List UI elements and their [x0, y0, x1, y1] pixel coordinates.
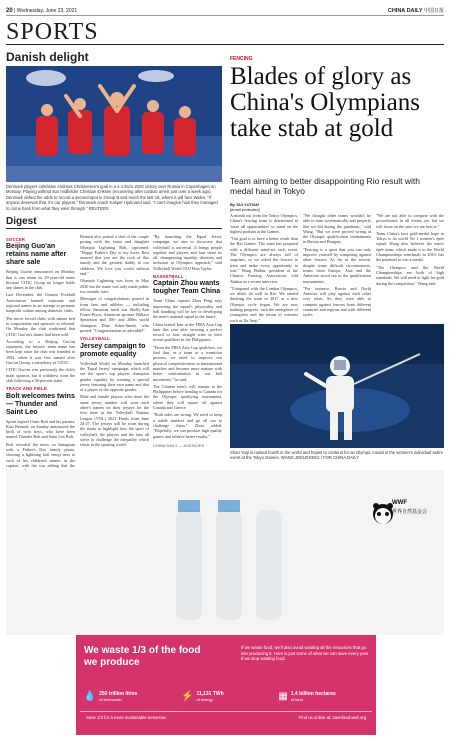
- main-photo-caption: Denmark players celebrate Andreas Christensen's goal in a 4-1 Euro 2020 victory over Russia in Copenhagen on Monday. Playing without star midfielder Christian Eriksen (recovering after cardiac arrest just over a week ago), Denmark defied the odds to record a second-spot in Group B and reach the last 16, where it will face Wales. "If anyone deserves that, it's our players," Denmark coach Kasper Hjulmand said. "I can't imagine how they managed to come back from what they went through." REUTERS: [6, 184, 218, 211]
- digest-credit: CHINA DAILY — AGENCIES: [153, 443, 205, 448]
- digest-column-3: [153, 234, 222, 441]
- brand-name-cn: 中国日报: [423, 8, 444, 14]
- issue-date: | Wednesday, June 23, 2021: [14, 7, 78, 14]
- story-paragraph: "The Olympics and the World Championships are both of high standards. We will need to fight for gold during the competition," Wang said.: [376, 264, 444, 286]
- fencing-headline: Blades of glory as China's Olympians take stab at gold: [230, 63, 420, 142]
- stat-number: 250 trillion litres: [99, 690, 138, 697]
- digest-kicker: VOLLEYBALL: [80, 336, 110, 342]
- story-paragraph: "We are not able to compete with the powerhouses in all events yet, but we will focus on the ones we are best at.": [376, 213, 444, 229]
- digest-paragraph: Bennett also posted a shot of the couple posing with the twins and daughter Olympia Lightning Bolt, captioned: "Happy Father's Day to my lover. Rest assured that you are the rock of this family and the greatest daddy to our children. We love you world without end.": [80, 234, 149, 277]
- story-paragraph: Team China's best gold-medal hope in Tokyo is its world No 1 women's épée squad. Wang also believes the men's épée team, which made it to the World Championships semifinals in 2019, has the potential to win a medal.: [376, 230, 444, 263]
- ad-footer: [80, 711, 372, 723]
- wwf-brand: WWF: [392, 500, 407, 506]
- main-story-headline: Danish delight: [6, 50, 89, 64]
- digest-paragraph: Bolt revealed the news on Instagram with a Father's Day family photo, showing a lightning bolt emoji next to each of his children's names in the caption, with the star adding that the: [6, 441, 75, 468]
- story-paragraph: "Our goal is to have a better result than the Rio Games. The team has prepared with a different mind-set each event. The Olympics are always full of surprises, so we asked the fencers to train and make every opportunity to win," Wang Haibin, president of the Chinese Fencing Association, told Xinhua in a recent interview.: [230, 236, 298, 284]
- digest-paragraph: Male and female players who share the same jersey number will wear each other's names on their jerseys for the first time at the Volleyball Nations League (VNL) 2021 Finals from June 24-27. The jerseys will be worn during the finals to highlight how the sport of volleyball, the players and the fans all strive to challenge the inequality which exists in the sporting world.: [80, 394, 149, 448]
- section-title: SPORTS: [6, 19, 99, 45]
- stat-land: [278, 682, 368, 710]
- brand-name: CHINA DAILY: [387, 8, 423, 14]
- digest-paragraph: Sprint legend Usain Bolt and his partner, Kasi Bennett, on Sunday announced the birth of twin boys, who have been named Thunder Bolt and Saint Leo Bolt.: [6, 418, 75, 440]
- fencer-photo-caption: Shao Yaqi is ranked fourth in the world and hopes to contend for an Olympic medal in the women's individual sabre event at the Tokyo Games. WANG JINGZHONG / FOR CHINA DAILY: [230, 450, 443, 461]
- digest-kicker: TRACK AND FIELD: [6, 386, 47, 392]
- digest-paragraph: According to a Beijing Guo'an statement, the historic team name has been kept since the club was founded in 1992, when it was first named after Guo'an Group, a subsidiary of CITIC.: [6, 338, 75, 366]
- digest-paragraph: "By launching the Equal Jersey campaign, we aim to showcase that volleyball is universal. It brings people together and players and fans share its all, championing equality, diversity and inclusion as Olympics approach," said Volleyball World CEO Finn Taylor.: [153, 234, 222, 271]
- fencer-illustration: [230, 324, 444, 448]
- digest-paragraph: China hosted Iran at the FIBA Asia Cup later this year after securing a perfect record of four straight wins in their recent qualifiers in the Philippines.: [153, 321, 222, 343]
- stat-number: 1.4 billion hectares: [290, 690, 336, 697]
- digest-paragraph: The Chinese men's will remain in the Philippines before heading to Canada for the Olympic qualifying tournament, where they will square off against Canada and Greece.: [153, 383, 222, 411]
- digest-paragraph: Beijing Guo'an announced on Monday that it can retain its 29-year-old name because CITIC Group no longer holds any shares in the club.: [6, 269, 75, 291]
- digest-headline: Captain Zhou wants tougher Team China: [153, 280, 221, 296]
- digest-headline: Jersey campaign to promote equality: [80, 342, 146, 358]
- stat-label: of freshwater: [99, 696, 123, 702]
- fencing-kicker: FENCING: [230, 56, 253, 62]
- digest-paragraph: Last December, the Chinese Football Association banned corporate and regional names in an attempt to promote nonprofit culture among domestic clubs.: [6, 292, 75, 314]
- digest-paragraph: CITIC Guo'an was previously the club's main sponsor, but it withdrew from the club following a 36-percent stake.: [6, 367, 75, 383]
- stat-freshwater: [84, 682, 174, 710]
- top-bar: [6, 6, 444, 16]
- digest-kicker: SOCCER: [6, 237, 26, 242]
- fencer-photo: [230, 324, 444, 448]
- story-paragraph: "We thought other teams wouldn't be able to train systematically and properly like we did during the pandemic," said Wang. "But we were proved wrong at the Olympic qualification tournaments in Russia and Hungary.: [303, 213, 371, 245]
- digest-headline: Bolt welcomes twins — Thunder and Saint Leo: [6, 392, 75, 416]
- page-number: 20: [6, 7, 13, 14]
- danish-celebration-photo: [6, 66, 222, 182]
- digest-kicker: BASKETBALL: [153, 274, 184, 280]
- energy-icon: ⚡: [180, 690, 194, 702]
- fencing-column-3: [376, 213, 444, 288]
- digest-paragraph: Team China captain Zhou Peng says improving the squad's physicality and ball handling will be key to developing the men's national squad in the future.: [153, 298, 222, 320]
- story-paragraph: A month out from the Tokyo Olympics, China's fencing team is determined to 'seize all opportunities' to stand on the highest podium at the Games.: [230, 213, 298, 234]
- stat-label: of energy: [196, 696, 214, 702]
- page-meta: [6, 8, 77, 14]
- water-drop-icon: 💧: [83, 690, 97, 702]
- fencing-column-2: [303, 213, 371, 320]
- ad-site-link[interactable]: Find us online at: savefood.wwf.org: [298, 715, 366, 720]
- digest-column-1: [6, 234, 75, 476]
- digest-paragraph: "Both sides are strong. We need to keep a stable mindset and go all out to challenge them," Zhou added. "Hopefully, we can produce high quality games and achieve better results.": [153, 412, 222, 439]
- digest-header: Digest: [6, 216, 222, 229]
- byline: [230, 202, 260, 212]
- digest-paragraph: Volleyball World on Monday launched the 'Equal Jersey' campaign, which will see the sport's top players champion gender equality by wearing a special jersey featuring their own name and that of a player of the opposite gender.: [80, 360, 149, 393]
- stat-energy: [181, 682, 271, 710]
- stat-label: of land: [290, 696, 303, 702]
- digest-paragraph: The move forced clubs with names tied to corporations and sponsors to rebrand. On Monday the club confirmed that CITIC Guo'an's shares had been sold.: [6, 315, 75, 337]
- story-paragraph: "Compared with the London Olympics, we didn't do well in Rio. We started thinking the team in 2017 as a new Olympic cycle began. We are now making progress, with the emergence of youngsters and the return of veterans such as Xu Anqi.": [230, 285, 298, 323]
- byline-name: By SUI YUTIAN: [230, 202, 259, 207]
- digest-paragraph: Messages of congratulations poured in from fans and athletes — including fellow Jamaican track star Shelly-Ann Fraser-Pryce, American sprinter Wallace Spearmon and 100- and 200m world champion Dina Asher-Smith, who posted: "Congratulations so adorable!": [80, 296, 149, 334]
- fencing-standfirst: Team aiming to better disappointing Rio result with medal haul in Tokyo: [230, 176, 420, 196]
- photo-illustration: [6, 66, 222, 182]
- ad-stats: [80, 682, 372, 710]
- digest-paragraph: "From the FIBA Asia Cup qualifiers, we find that, as a team in a transition process, we need to improve our physical competitiveness in international matches and become more mature with better confrontation in our ball movement," he said.: [153, 344, 222, 382]
- bottle-illustration: [6, 470, 444, 635]
- land-icon: ▦: [278, 690, 288, 702]
- masthead: [388, 7, 444, 14]
- digest-column-2: [80, 234, 149, 449]
- story-paragraph: "For instance, Russia and North America still play against each other very often. So they were able to compete against fencers from different countries and regions and with different styles.: [303, 285, 371, 318]
- digest-paragraph: Olympia Lightning was born in May 2020 but the name was only made public two months later.: [80, 278, 149, 294]
- ad-body: If we waste food, we'll also avoid wasting all the resources that go into producing it. Here is just some of what we can save every year if we stop wasting food.: [241, 645, 369, 661]
- ad-cta: Save 1/3 for a more sustainable tomorrow: [86, 715, 166, 720]
- story-paragraph: "Fencing is a sport that you can only improve yourself by competing against other fencers. As far as the season, despite some difficult circumstances, teams from Europe, Asia and the Americas stood out in the qualification tournaments.: [303, 246, 371, 284]
- stat-number: 11,131 TWh: [196, 690, 224, 697]
- wwf-brand-cn: 世界自然基金会: [392, 509, 428, 515]
- digest-headline: Beijing Guo'an retains name after share sale: [6, 243, 67, 267]
- section-header: [6, 19, 444, 45]
- byline-email[interactable]: [email protected]: [230, 207, 260, 212]
- ad-headline: We waste 1/3 of the food we produce: [84, 645, 201, 668]
- ad-image-area: [6, 470, 444, 635]
